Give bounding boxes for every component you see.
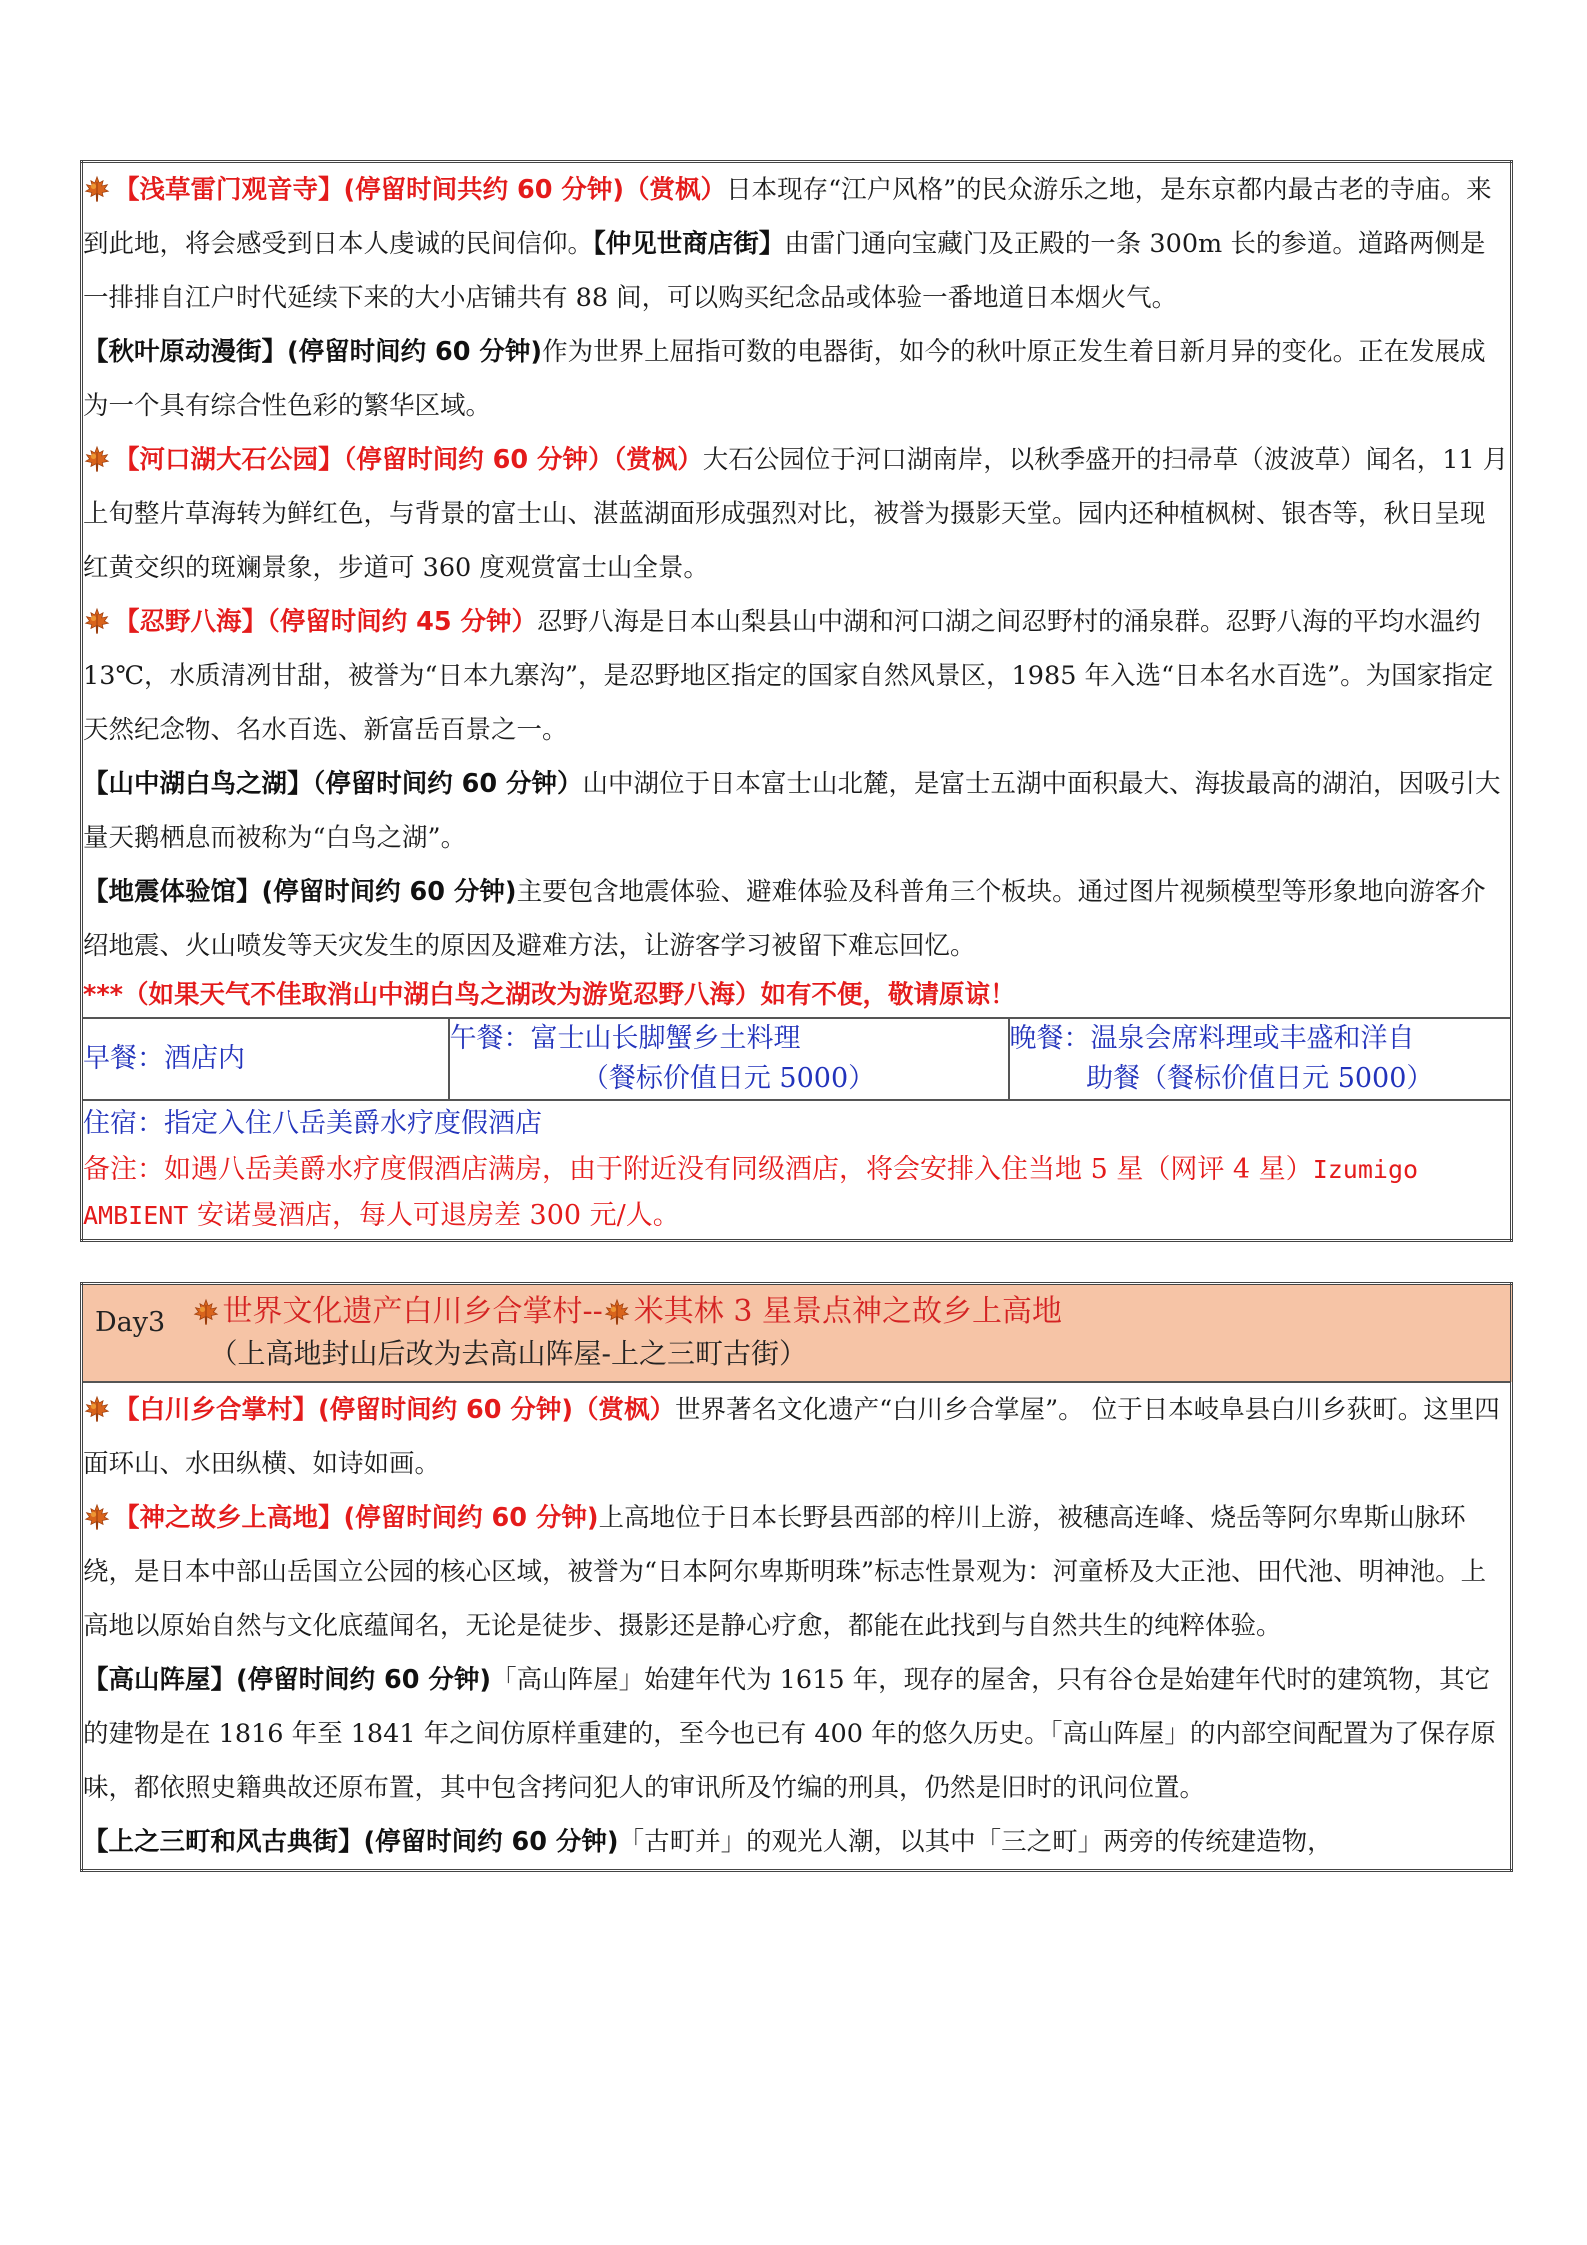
maple-leaf-icon xyxy=(83,607,111,635)
attraction-title: 【山中湖白鸟之湖】（停留时间约 60 分钟） xyxy=(83,769,583,799)
attraction-title: 【高山阵屋】(停留时间约 60 分钟) xyxy=(83,1665,492,1695)
day3-block xyxy=(80,1282,1513,1872)
attraction-desc: 日本现存“江户风格”的民众游乐之地，是东京都内最古老的寺庙。来到此地，将会感受到日本人虔诚的民间信仰。 xyxy=(83,175,1492,259)
attraction-desc: 大石公园位于河口湖南岸，以秋季盛开的扫帚草（波波草）闻名，11 月上旬整片草海转为鲜红色，与背景的富士山、湛蓝湖面形成强烈对比，被誉为摄影天堂。园内还种植枫树、银杏等，秋日呈现红黄交织的斑斓景象，步道可 360 度观赏富士山全景。 xyxy=(83,445,1509,583)
maple-leaf-icon xyxy=(83,1395,111,1423)
lodging-stay: 住宿：指定入住八岳美爵水疗度假酒店 xyxy=(83,1108,542,1139)
attraction-desc: 主要包含地震体验、避难体验及科普角三个板块。通过图片视频模型等形象地向游客介绍地震、火山喷发等天灾发生的原因及避难方法，让游客学习被留下难忘回忆。 xyxy=(83,877,1486,961)
attraction-title: 【仲见世商店街】 xyxy=(593,229,785,259)
itinerary-page xyxy=(80,160,1510,1872)
attraction-item xyxy=(83,1383,1510,1491)
attraction-desc: 山中湖位于日本富士山北麓，是富士五湖中面积最大、海拔最高的湖泊，因吸引大量天鹅栖息而被称为“白鸟之湖”。 xyxy=(83,769,1501,853)
day2-block xyxy=(80,160,1513,1242)
attraction-title: 【上之三町和风古典街】(停留时间约 60 分钟) xyxy=(83,1827,619,1857)
attraction-title: 【地震体验馆】(停留时间约 60 分钟) xyxy=(83,877,517,907)
maple-leaf-icon xyxy=(603,1298,631,1326)
weather-warning: ***（如果天气不佳取消山中湖白鸟之湖改为游览忍野八海）如有不便，敬请原谅！ xyxy=(83,980,1016,1010)
attraction-desc: 「古町并」的观光人潮，以其中「三之町」两旁的传统建造物， xyxy=(618,1827,1333,1857)
attraction-title: 【忍野八海】（停留时间约 45 分钟） xyxy=(114,607,537,637)
attraction-item xyxy=(83,1815,1510,1869)
maple-leaf-icon xyxy=(83,175,111,203)
attraction-desc: 忍野八海是日本山梨县山中湖和河口湖之间忍野村的涌泉群。忍野八海的平均水温约 13℃，水质清冽甘甜，被誉为“日本九寨沟”，是忍野地区指定的国家自然风景区，1985 年入选“日本名水百选”。为国家指定天然纪念物、名水百选、新富岳百景之一。 xyxy=(83,607,1494,745)
attraction-item xyxy=(83,325,1510,433)
attraction-item xyxy=(83,865,1510,973)
meals-row xyxy=(82,1018,1512,1100)
day3-content xyxy=(82,1382,1512,1871)
attraction-item xyxy=(83,757,1510,865)
meal-lunch: 午餐：富士山长脚蟹乡土料理 （餐标价值日元 5000） xyxy=(449,1018,1009,1100)
day-header xyxy=(82,1284,1512,1383)
attraction-item xyxy=(83,595,1510,757)
day-subtitle: （上高地封山后改为去高山阵屋-上之三町古街） xyxy=(209,1337,807,1370)
attraction-desc: 上高地位于日本长野县西部的梓川上游，被穗高连峰、烧岳等阿尔卑斯山脉环绕，是日本中部山岳国立公园的核心区域，被誉为“日本阿尔卑斯明珠”标志性景观为：河童桥及大正池、田代池、明神池。上高地以原始自然与文化底蕴闻名，无论是徒步、摄影还是静心疗愈，都能在此找到与自然共生的纯粹体验。 xyxy=(83,1503,1487,1641)
day-title: 世界文化遗产白川乡合掌村-- 米其林 3 星景点神之故乡上高地 （上高地封山后改为去高山阵屋-上之三町古街） xyxy=(192,1284,1512,1383)
attraction-desc: 由雷门通向宝藏门及正殿的一条 300m 长的参道。道路两侧是一排排自江户时代延续下来的大小店铺共有 88 间，可以购买纪念品或体验一番地道日本烟火气。 xyxy=(83,229,1486,313)
maple-leaf-icon xyxy=(83,445,111,473)
attraction-desc: 作为世界上屈指可数的电器街，如今的秋叶原正发生着日新月异的变化。正在发展成为一个具有综合性色彩的繁华区域。 xyxy=(83,337,1486,421)
attraction-title: 【浅草雷门观音寺】(停留时间共约 60 分钟)（赏枫） xyxy=(114,175,727,205)
attraction-item xyxy=(83,1653,1510,1815)
attraction-title: 【秋叶原动漫街】(停留时间约 60 分钟) xyxy=(83,337,543,367)
meal-dinner: 晚餐：温泉会席料理或丰盛和洋自 助餐（餐标价值日元 5000） xyxy=(1009,1018,1512,1100)
day-label: Day3 xyxy=(82,1284,192,1383)
attraction-title: 【神之故乡上高地】(停留时间约 60 分钟) xyxy=(114,1503,599,1533)
day2-content xyxy=(82,162,1512,1019)
maple-leaf-icon xyxy=(192,1298,220,1326)
lodging-note: 备注：如遇八岳美爵水疗度假酒店满房，由于附近没有同级酒店，将会安排入住当地 5 星（网评 4 星）Izumigo AMBIENT 安诺曼酒店，每人可退房差 300 元/人。 xyxy=(83,1154,1419,1231)
attraction-desc: 世界著名文化遗产“白川乡合掌屋”。 位于日本岐阜县白川乡荻町。这里四面环山、水田纵横、如诗如画。 xyxy=(83,1395,1500,1479)
attraction-item xyxy=(83,163,1510,325)
lodging-info xyxy=(82,1100,1512,1241)
attraction-title: 【河口湖大石公园】（停留时间约 60 分钟）（赏枫） xyxy=(114,445,703,475)
attraction-item xyxy=(83,1491,1510,1653)
maple-leaf-icon xyxy=(83,1503,111,1531)
attraction-desc: 「高山阵屋」始建年代为 1615 年，现存的屋舍，只有谷仓是始建年代时的建筑物，其它的建物是在 1816 年至 1841 年之间仿原样重建的，至今也已有 400 年的悠久历史。「高山阵屋」的内部空间配置为了保存原味，都依照史籍典故还原布置，其中包含拷问犯人的审讯所及竹编的刑具，仍然是旧时的讯问位置。 xyxy=(83,1665,1496,1803)
meal-breakfast: 早餐：酒店内 xyxy=(82,1018,449,1100)
attraction-item xyxy=(83,433,1510,595)
attraction-title: 【白川乡合掌村】(停留时间约 60 分钟)（赏枫） xyxy=(114,1395,676,1425)
